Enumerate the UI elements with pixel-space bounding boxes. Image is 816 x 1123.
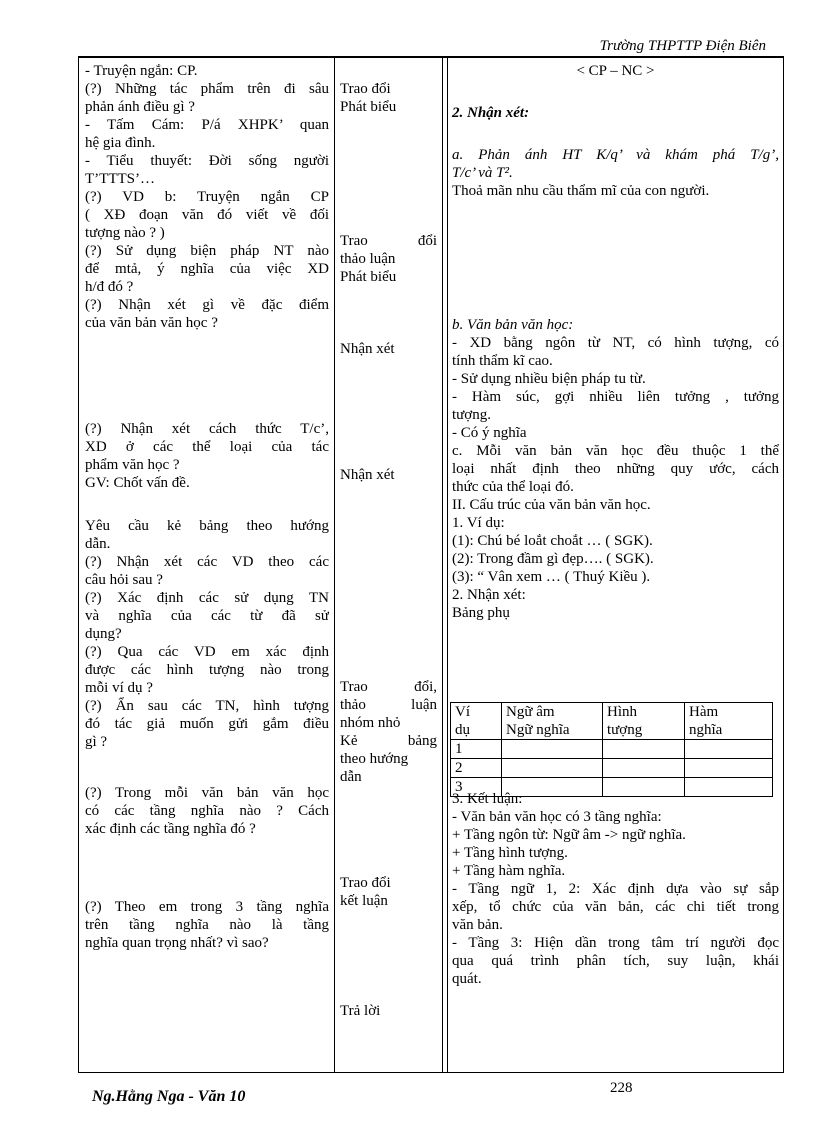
- question-line: dụng?: [85, 626, 122, 642]
- table-cell: [603, 740, 685, 759]
- question-line: T’TTTS’…: [85, 171, 155, 187]
- content-line: - Tầng ngữ 1, 2: Xác định dựa vào sự sắp: [452, 881, 779, 897]
- activity-line: Phát biểu: [340, 269, 397, 285]
- table-cell: [603, 759, 685, 778]
- question-line: câu hỏi sau ?: [85, 572, 163, 588]
- content-line: văn bản.: [452, 917, 503, 933]
- content-line: 3. Kết luận:: [452, 791, 523, 807]
- table-row: [451, 778, 773, 797]
- question-line: GV: Chốt vấn đề.: [85, 475, 190, 491]
- content-line: < CP – NC >: [576, 63, 655, 79]
- question-line: Yêu cầu kẻ bảng theo hướng: [85, 518, 329, 534]
- content-line: a. Phản ánh HT K/q’ và khám phá T/g’,: [452, 147, 779, 163]
- activity-line: Nhận xét: [340, 467, 395, 483]
- lesson-table: [78, 57, 784, 1073]
- question-line: ( XĐ đoạn văn đó viết về đối: [85, 207, 329, 223]
- activity-line: Trả lời: [340, 1003, 381, 1019]
- question-line: (?) Sử dụng biện pháp NT nào: [85, 243, 329, 259]
- header-text: Ví: [455, 704, 470, 720]
- header-text: tượng: [607, 722, 643, 738]
- question-line: xác định các tầng nghĩa đó ?: [85, 821, 256, 837]
- question-line: (?) Nhận xét cách thức T/c’,: [85, 421, 329, 437]
- content-line: - XD bằng ngôn từ NT, có hình tượng, có: [452, 335, 779, 351]
- question-line: dẫn.: [85, 536, 111, 552]
- activity-line: theo hướng: [340, 751, 409, 767]
- table-cell: [502, 740, 603, 759]
- content-line: (2): Trong đầm gì đẹp…. ( SGK).: [452, 551, 654, 567]
- content-line: II. Cấu trúc của văn bản văn học.: [452, 497, 651, 513]
- content-line: quát.: [452, 971, 482, 987]
- content-line: Thoả mãn nhu cầu thẩm mĩ của con người.: [452, 183, 710, 199]
- question-line: của văn bản văn học ?: [85, 315, 218, 331]
- activity-line: Trao đổi: [340, 81, 391, 97]
- column-divider: [334, 58, 335, 1072]
- question-line: (?) Nhận xét gì về đặc điểm: [85, 297, 329, 313]
- activity-line: Trao đổi: [340, 233, 437, 249]
- question-line: để mtả, ý nghĩa của việc XD: [85, 261, 329, 277]
- table-cell: [685, 740, 773, 759]
- question-line: phản ánh điều gì ?: [85, 99, 195, 115]
- content-line: + Tầng ngôn từ: Ngữ âm -> ngữ nghĩa.: [452, 827, 686, 843]
- question-line: tượng nào ? ): [85, 225, 165, 241]
- content-line: + Tầng hàm nghĩa.: [452, 863, 566, 879]
- content-line: (1): Chú bé loắt choắt … ( SGK).: [452, 533, 653, 549]
- header-text: nghĩa: [689, 722, 723, 738]
- question-line: (?) VD b: Truyện ngắn CP: [85, 189, 329, 205]
- content-line: qua quá trình phân tích, suy luận, khái: [452, 953, 779, 969]
- question-line: phẩm văn học ?: [85, 457, 180, 473]
- table-header-cell: [603, 703, 685, 740]
- question-line: và nghĩa của các từ đã sử: [85, 608, 329, 624]
- header-text: Hàm: [689, 704, 719, 720]
- question-line: đó tác giả muốn gửi gắm điều: [85, 716, 329, 732]
- activity-line: thảo luận: [340, 697, 437, 713]
- question-line: XD ở các thể loại của tác: [85, 439, 329, 455]
- header-text: dụ: [455, 722, 470, 738]
- question-line: (?) Qua các VD em xác định: [85, 644, 329, 660]
- table-cell: [685, 759, 773, 778]
- activity-line: dẫn: [340, 769, 362, 785]
- activity-line: Kẻ bảng: [340, 733, 437, 749]
- row-number: 2: [451, 759, 502, 778]
- table-cell: [685, 778, 773, 797]
- content-line: - Sử dụng nhiều biện pháp tu từ.: [452, 371, 646, 387]
- content-line: + Tầng hình tượng.: [452, 845, 568, 861]
- content-line: - Tầng 3: Hiện dần trong tâm trí người đọc: [452, 935, 779, 951]
- content-line: - Có ý nghĩa: [452, 425, 527, 441]
- table-header-cell: [451, 703, 502, 740]
- content-line: T/c’ và T².: [452, 165, 513, 181]
- activity-line: kết luận: [340, 893, 388, 909]
- table-cell: [603, 778, 685, 797]
- question-line: (?) Xác định các sử dụng TN: [85, 590, 329, 606]
- content-line: - Hàm súc, gợi nhiều liên tưởng , tưởng: [452, 389, 779, 405]
- content-line: 2. Nhận xét:: [452, 587, 526, 603]
- question-line: (?) Theo em trong 3 tầng nghĩa: [85, 899, 329, 915]
- activity-line: Phát biểu: [340, 99, 397, 115]
- question-line: - Tấm Cám: P/á XHPK’ quan: [85, 117, 329, 133]
- content-line: c. Mỗi văn bản văn học đều thuộc 1 thể: [452, 443, 779, 459]
- question-line: (?) Nhận xét các VD theo các: [85, 554, 329, 570]
- content-line: tính thẩm kĩ cao.: [452, 353, 553, 369]
- section-heading: 2. Nhận xét:: [452, 105, 530, 121]
- question-line: (?) Trong mỗi văn bản văn học: [85, 785, 329, 801]
- question-line: (?) Những tác phẩm trên đi sâu: [85, 81, 329, 97]
- page-number: 228: [610, 1080, 633, 1096]
- content-line: - Văn bản văn học có 3 tầng nghĩa:: [452, 809, 662, 825]
- question-line: mỗi ví dụ ?: [85, 680, 153, 696]
- content-line: xếp, tổ chức của văn bản, các chi tiết trong: [452, 899, 779, 915]
- column-divider: [442, 58, 443, 1072]
- header-text: Hình: [607, 704, 637, 720]
- row-number: 1: [451, 740, 502, 759]
- content-line: tượng.: [452, 407, 491, 423]
- question-line: hệ gia đình.: [85, 135, 156, 151]
- activity-line: Trao đổi: [340, 875, 391, 891]
- header-school: Trường THPTTP Điện Biên: [599, 38, 766, 54]
- header-text: Ngữ âm: [506, 704, 555, 720]
- question-line: - Truyện ngắn: CP.: [85, 63, 198, 79]
- table-cell: [502, 778, 603, 797]
- content-line: (3): “ Vân xem … ( Thuý Kiều ).: [452, 569, 651, 585]
- content-line: b. Văn bản văn học:: [452, 317, 574, 333]
- question-line: nghĩa quan trọng nhất? vì sao?: [85, 935, 269, 951]
- question-line: trên tầng nghĩa nào là tầng: [85, 917, 329, 933]
- content-line: Bảng phụ: [452, 605, 510, 621]
- activity-line: Nhận xét: [340, 341, 395, 357]
- table-header-cell: [685, 703, 773, 740]
- content-line: 1. Ví dụ:: [452, 515, 505, 531]
- activity-line: Trao đổi,: [340, 679, 437, 695]
- table-cell: [502, 759, 603, 778]
- header-text: Ngữ nghĩa: [506, 722, 570, 738]
- analysis-table: [450, 702, 773, 797]
- content-line: thức của thể loại đó.: [452, 479, 574, 495]
- question-line: (?) Ẩn sau các TN, hình tượng: [85, 698, 329, 714]
- row-number: 3: [451, 778, 502, 797]
- footer-author: Ng.Hằng Nga - Văn 10: [92, 1088, 246, 1105]
- question-line: - Tiểu thuyết: Đời sống người: [85, 153, 329, 169]
- question-line: có các tầng nghĩa nào ? Cách: [85, 803, 329, 819]
- content-line: loại nhất định theo những quy ước, cách: [452, 461, 779, 477]
- table-row: [451, 759, 773, 778]
- activity-line: nhóm nhỏ: [340, 715, 401, 731]
- question-line: được các hình tượng nào trong: [85, 662, 329, 678]
- table-row: [451, 740, 773, 759]
- question-line: h/đ đó ?: [85, 279, 134, 295]
- table-header-cell: [502, 703, 603, 740]
- activity-line: thảo luận: [340, 251, 396, 267]
- table-header-row: [451, 703, 773, 740]
- question-line: gì ?: [85, 734, 108, 750]
- column-divider: [447, 58, 448, 1072]
